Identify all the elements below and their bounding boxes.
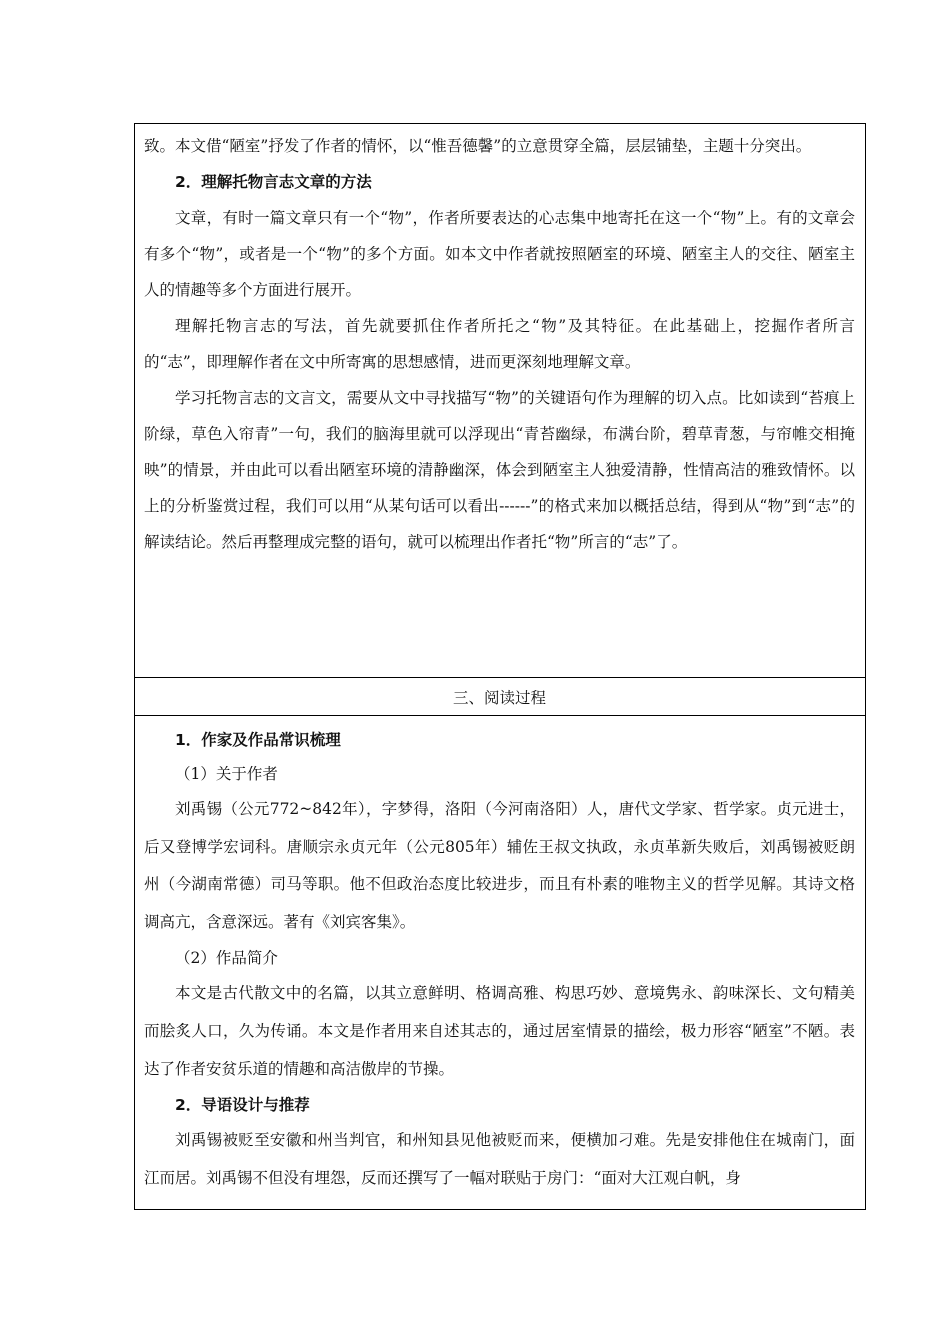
paragraph: 理解托物言志的写法，首先就要抓住作者所托之“物”及其特征。在此基础上，挖掘作者所言的“志”，即理解作者在文中所寄寓的思想感情，进而更深刻地理解文章。 xyxy=(144,317,855,371)
paragraph: 学习托物言志的文言文，需要从文中寻找描写“物”的关键语句作为理解的切入点。比如读到“苔痕上阶绿，草色入帘青”一句，我们的脑海里就可以浮现出“青苔幽绿，布满台阶，碧草青葱，与帘帷交相掩映”的情景，并由此可以看出陋室环境的清静幽深，体会到陋室主人独爱清静，性情高洁的雅致情怀。以上的分析鉴赏过程，我们可以用“从某句话可以看出------”的格式来加以概括总结，得到从“物”到“志”的解读结论。然后再整理成完整的语句，就可以梳理出作者托“物”所言的“志”了。 xyxy=(144,389,855,551)
paragraph-author: 刘禹锡（公元772~842年），字梦得，洛阳（今河南洛阳）人，唐代文学家、哲学家。贞元进士，后又登博学宏词科。唐顺宗永贞元年（公元805年）辅佐王叔文执政，永贞革新失败后，刘禹锡被贬朗州（今湖南常德）司马等职。他不但政治态度比较进步，而且有朴素的唯物主义的哲学见解。其诗文格调高亢，含意深远。著有《刘宾客集》。 xyxy=(144,800,855,931)
heading-author-works: 1．作家及作品常识梳理 xyxy=(175,731,341,749)
heading-method: 2．理解托物言志文章的方法 xyxy=(175,173,372,191)
subheading-work: （2）作品简介 xyxy=(175,949,278,968)
section-title: 三、阅读过程 xyxy=(452,688,546,707)
table-cell-method xyxy=(135,124,865,677)
document-table xyxy=(134,123,866,1210)
paragraph: 文章，有时一篇文章只有一个“物”，作者所要表达的心志集中地寄托在这一个“物”上。有的文章会有多个“物”，或者是一个“物”的多个方面。如本文中作者就按照陋室的环境、陋室主人的交往、陋室主人的情趣等多个方面进行展开。 xyxy=(144,209,855,299)
subheading-author: （1）关于作者 xyxy=(175,765,278,783)
paragraph-intro: 刘禹锡被贬至安徽和州当判官，和州知县见他被贬而来，便横加刁难。先是安排他住在城南门，面江而居。刘禹锡不但没有埋怨，反而还撰写了一幅对联贴于房门：“面对大江观白帆，身 xyxy=(144,1131,855,1187)
table-cell-reading xyxy=(135,716,865,1209)
paragraph-continuation: 致。本文借“陋室”抒发了作者的情怀，以“惟吾德馨”的立意贯穿全篇，层层铺垫，主题十分突出。 xyxy=(144,137,812,155)
heading-intro-design: 2．导语设计与推荐 xyxy=(175,1096,310,1115)
section-header-cell xyxy=(135,677,865,716)
paragraph-work: 本文是古代散文中的名篇，以其立意鲜明、格调高雅、构思巧妙、意境隽永、韵味深长、文句精美而脍炙人口，久为传诵。本文是作者用来自述其志的，通过居室情景的描绘，极力形容“陋室”不陋。表达了作者安贫乐道的情趣和高洁傲岸的节操。 xyxy=(144,984,855,1078)
